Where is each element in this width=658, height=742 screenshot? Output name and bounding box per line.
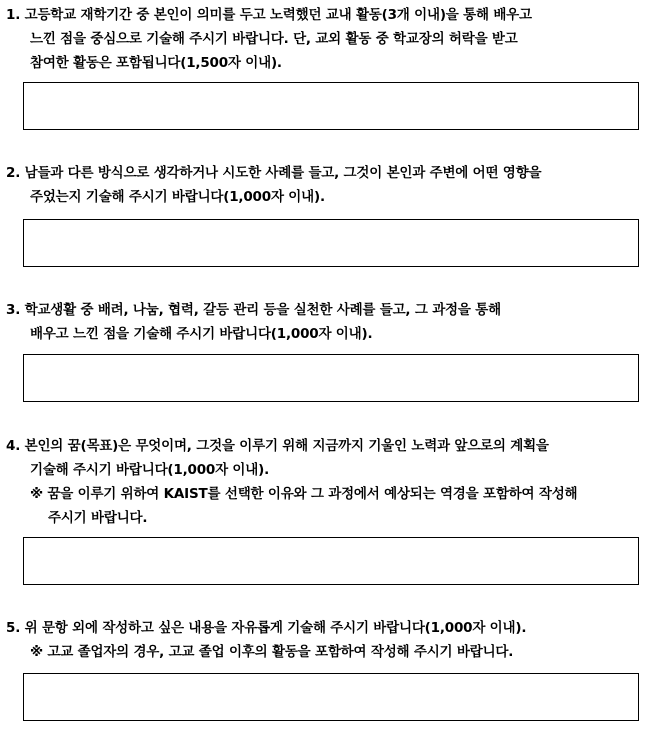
question-4-note-line-1: ※ 꿈을 이루기 위하여 KAIST를 선택한 이유와 그 과정에서 예상되는 역경을 포함하여 작성해 (30, 486, 578, 502)
question-4-text (6, 434, 646, 530)
question-4-answer-box[interactable] (23, 537, 639, 585)
question-3-line-1: 3. 학교생활 중 배려, 나눔, 협력, 갈등 관리 등을 실천한 사례를 들고, 그 과정을 통해 (6, 302, 501, 318)
question-4-line-2: 기술해 주시기 바랍니다(1,000자 이내). (30, 462, 270, 478)
question-1-line-2: 느낀 점을 중심으로 기술해 주시기 바랍니다. 단, 교외 활동 중 학교장의 허락을 받고 (30, 31, 518, 47)
question-5-line-1: 5. 위 문항 외에 작성하고 싶은 내용을 자유롭게 기술해 주시기 바랍니다(1,000자 이내). (6, 620, 527, 636)
question-2-line-2: 주었는지 기술해 주시기 바랍니다(1,000자 이내). (30, 189, 325, 205)
question-1-answer-box[interactable] (23, 82, 639, 130)
question-1-text (6, 3, 646, 75)
question-5-answer-box[interactable] (23, 673, 639, 721)
question-2-line-1: 2. 남들과 다른 방식으로 생각하거나 시도한 사례를 들고, 그것이 본인과 주변에 어떤 영향을 (6, 165, 542, 181)
question-4-note-line-2: 주시기 바랍니다. (48, 510, 148, 526)
question-1-line-3: 참여한 활동은 포함됩니다(1,500자 이내). (30, 55, 282, 71)
question-2-answer-box[interactable] (23, 219, 639, 267)
question-2-text (6, 161, 646, 209)
question-5-note-line-1: ※ 고교 졸업자의 경우, 고교 졸업 이후의 활동을 포함하여 작성해 주시기 바랍니다. (30, 644, 514, 660)
question-4-line-1: 4. 본인의 꿈(목표)은 무엇이며, 그것을 이루기 위해 지금까지 기울인 노력과 앞으로의 계획을 (6, 438, 549, 454)
question-3-line-2: 배우고 느낀 점을 기술해 주시기 바랍니다(1,000자 이내). (30, 326, 373, 342)
question-3-answer-box[interactable] (23, 354, 639, 402)
question-3-text (6, 298, 646, 346)
question-1-line-1: 1. 고등학교 재학기간 중 본인이 의미를 두고 노력했던 교내 활동(3개 이내)을 통해 배우고 (6, 7, 532, 23)
question-5-text (6, 616, 646, 664)
